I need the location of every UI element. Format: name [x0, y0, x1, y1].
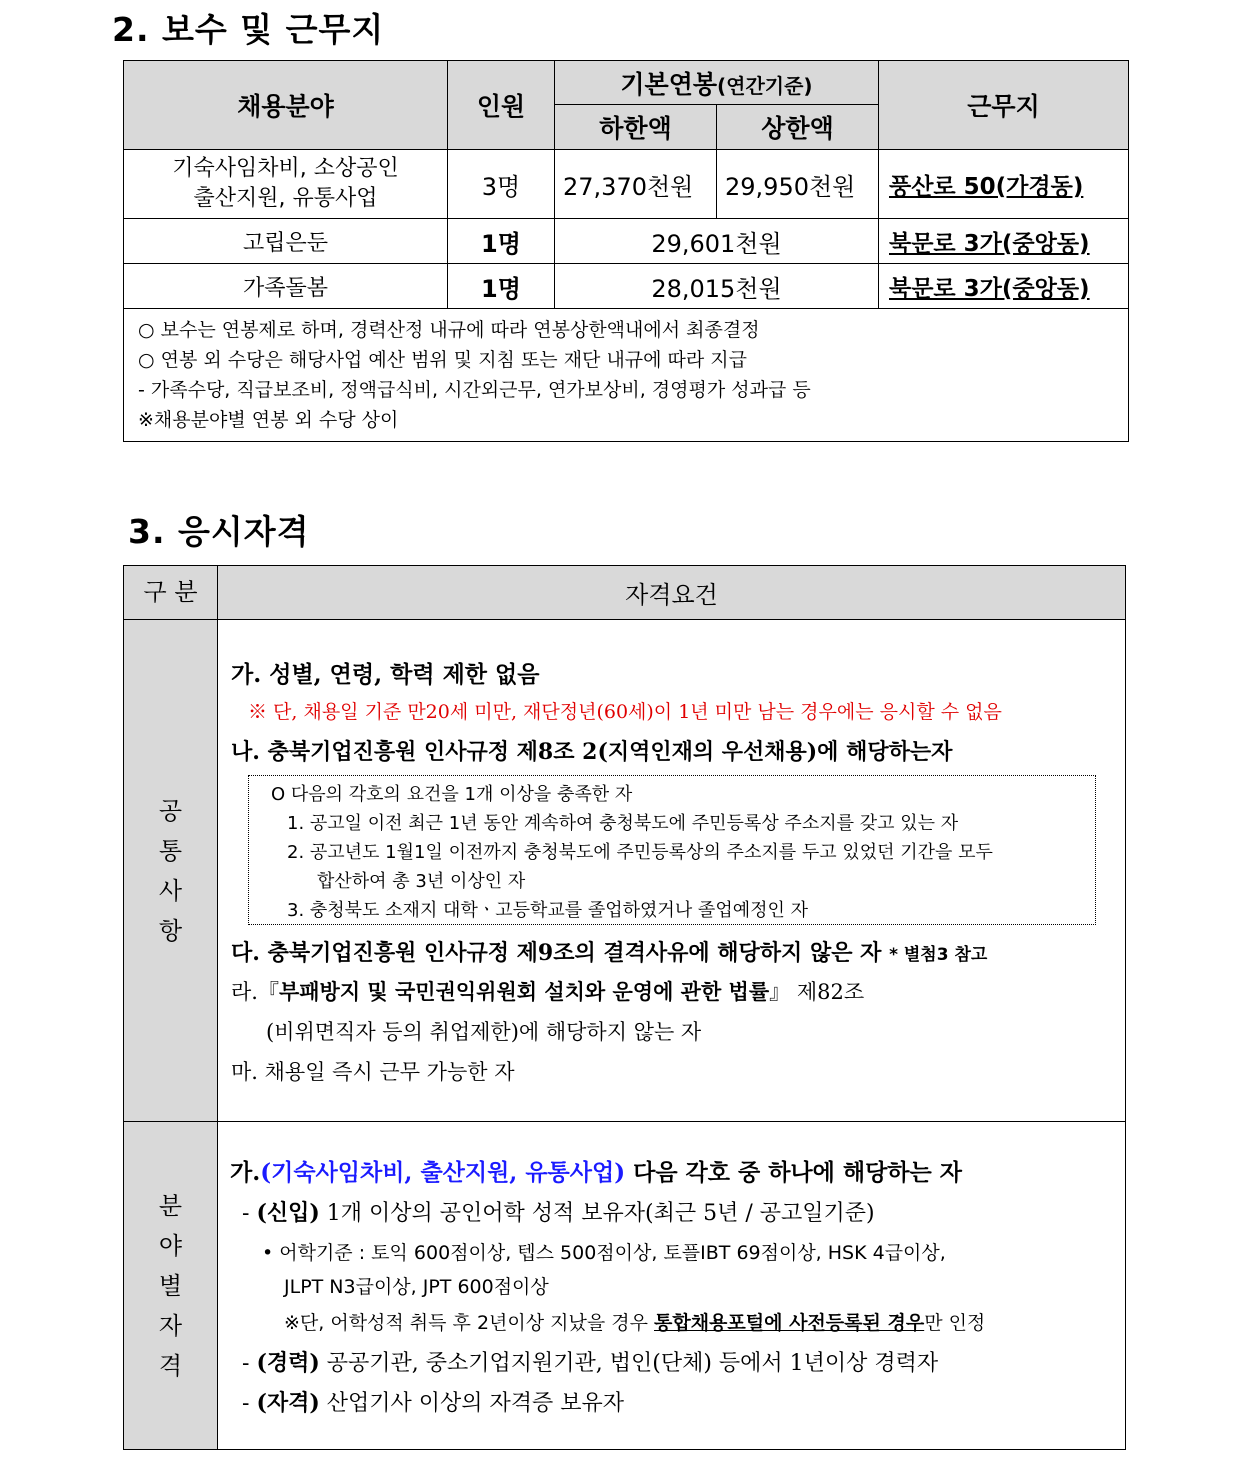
field-cert-label: (자격) [256, 1390, 320, 1416]
label-char: 별 [158, 1271, 183, 1300]
table-row [124, 264, 1129, 309]
row1-max: 29,950천원 [717, 150, 879, 219]
field-lang-note [284, 1308, 985, 1335]
label-char: 항 [158, 916, 183, 945]
box-line: O 다음의 각호의 요건을 1개 이상을 충족한 자 [271, 784, 633, 805]
row1-min: 27,370천원 [555, 150, 717, 219]
row1-field-line1: 기숙사임차비, 소상공인 [172, 156, 399, 181]
field-lang-line1: • 어학기준 : 토익 600점이상, 텝스 500점이상, 토플IBT 69점이상, HSK 4급이상, [262, 1242, 946, 1264]
header-count: 인원 [448, 61, 555, 150]
header-requirements: 자격요건 [218, 566, 1126, 620]
field-content [218, 1122, 1126, 1450]
common-na: 나. 충북기업진흥원 인사규정 제8조 2(지역인재의 우선채용)에 해당하는자 [231, 739, 953, 765]
common-ra [231, 976, 864, 1006]
field-career-label: (경력) [256, 1350, 320, 1376]
box-line: 1. 공고일 이전 최근 1년 동안 계속하여 충청북도에 주민등록상 주소지를 갖고 있는 자 [287, 813, 959, 834]
label-char: 야 [158, 1231, 183, 1260]
note-line: - 가족수당, 직급보조비, 정액급식비, 시간외근무, 연가보상비, 경영평가 성과급 등 [138, 379, 811, 401]
row3-field: 가족돌봄 [124, 264, 448, 309]
note-line: ○ 보수는 연봉제로 하며, 경력산정 내규에 따라 연봉상한액내에서 최종결정 [138, 319, 760, 341]
box-line: 2. 공고년도 1월1일 이전까지 충청북도에 주민등록상의 주소지를 두고 있었던 기간을 모두 [287, 842, 993, 863]
row1-field [124, 150, 448, 219]
header-salary [555, 61, 879, 105]
common-ra-suffix: 』 제82조 [769, 980, 865, 1004]
field-new-text: 1개 이상의 공인어학 성적 보유자(최근 5년 / 공고일기준) [319, 1201, 875, 1226]
box-line: 3. 충청북도 소재지 대학ㆍ고등학교를 졸업하였거나 졸업예정인 자 [287, 900, 808, 921]
field-ga [230, 1154, 962, 1187]
field-ga-categories: (기숙사임차비, 출산지원, 유통사업) [260, 1159, 626, 1186]
header-category: 구 분 [124, 566, 218, 620]
header-location: 근무지 [879, 61, 1129, 150]
label-char: 공 [158, 796, 183, 825]
common-ga-note: ※ 단, 채용일 기준 만20세 미만, 재단정년(60세)이 1년 미만 남는 경우에는 응시할 수 없음 [248, 701, 1002, 723]
common-da [231, 936, 987, 967]
field-new-label: (신입) [256, 1200, 320, 1226]
row3-salary: 28,015천원 [555, 264, 879, 309]
field-note-underline: 통합채용포털에 사전등록된 경우 [654, 1312, 925, 1334]
common-ra-law: 부패방지 및 국민권익위원회 설치와 운영에 관한 법률 [278, 979, 770, 1004]
table-row [124, 150, 1129, 219]
label-char: 자 [158, 1311, 183, 1340]
label-char: 분 [158, 1191, 183, 1220]
regional-requirements-box [248, 775, 1096, 925]
qualification-table [123, 565, 1126, 1450]
section3-title: 3. 응시자격 [128, 512, 310, 551]
row2-location: 북문로 3가(중앙동) [879, 219, 1129, 264]
header-field: 채용분야 [124, 61, 448, 150]
field-label [124, 1122, 218, 1450]
common-da-note: * 별첨3 참고 [889, 945, 988, 965]
row2-salary: 29,601천원 [555, 219, 879, 264]
common-ma: 마. 채용일 즉시 근무 가능한 자 [231, 1060, 515, 1084]
row3-location: 북문로 3가(중앙동) [879, 264, 1129, 309]
common-ra-prefix: 라.『 [231, 980, 279, 1004]
row1-count: 3명 [448, 150, 555, 219]
header-max: 상한액 [717, 105, 879, 150]
note-line: ○ 연봉 외 수당은 해당사업 예산 범위 및 지침 또는 재단 내규에 따라 지급 [138, 349, 748, 371]
row3-count: 1명 [448, 264, 555, 309]
header-min: 하한액 [555, 105, 717, 150]
label-char: 격 [158, 1351, 183, 1380]
common-da-text: 다. 충북기업진흥원 인사규정 제9조의 결격사유에 해당하지 않은 자 [231, 940, 882, 966]
row2-count: 1명 [448, 219, 555, 264]
box-line: 합산하여 총 3년 이상인 자 [317, 871, 526, 892]
salary-notes [124, 309, 1129, 442]
header-salary-sub: (연간기준) [717, 73, 813, 98]
common-ga: 가. 성별, 연령, 학력 제한 없음 [231, 661, 540, 688]
common-ra-line2: (비위면직자 등의 취업제한)에 해당하지 않는 자 [266, 1020, 702, 1044]
field-ga-suffix: 다음 각호 중 하나에 해당하는 자 [625, 1159, 962, 1186]
field-note-prefix: ※단, 어학성적 취득 후 2년이상 지났을 경우 [284, 1312, 654, 1334]
table-row [124, 219, 1129, 264]
field-new: - (신입) 1개 이상의 공인어학 성적 보유자(최근 5년 / 공고일기준) [242, 1200, 875, 1226]
section2-title: 2. 보수 및 근무지 [112, 10, 385, 49]
field-cert-text: 산업기사 이상의 자격증 보유자 [319, 1391, 625, 1416]
field-career-text: 공공기관, 중소기업지원기관, 법인(단체) 등에서 1년이상 경력자 [319, 1351, 939, 1376]
field-lang-line2: JLPT N3급이상, JPT 600점이상 [284, 1276, 549, 1298]
label-char: 사 [158, 876, 183, 905]
note-line: ※채용분야별 연봉 외 수당 상이 [138, 409, 399, 431]
field-note-suffix: 만 인정 [924, 1312, 986, 1334]
header-salary-main: 기본연봉 [620, 69, 718, 99]
field-ga-prefix: 가. [230, 1159, 261, 1186]
common-content [218, 620, 1126, 1122]
field-cert: - (자격) 산업기사 이상의 자격증 보유자 [242, 1390, 625, 1416]
row1-field-line2: 출산지원, 유통사업 [193, 186, 378, 211]
row1-location: 풍산로 50(가경동) [879, 150, 1129, 219]
common-label [124, 620, 218, 1122]
row2-field: 고립은둔 [124, 219, 448, 264]
salary-table [123, 60, 1129, 442]
field-career: - (경력) 공공기관, 중소기업지원기관, 법인(단체) 등에서 1년이상 경력자 [242, 1350, 939, 1376]
label-char: 통 [158, 836, 183, 865]
